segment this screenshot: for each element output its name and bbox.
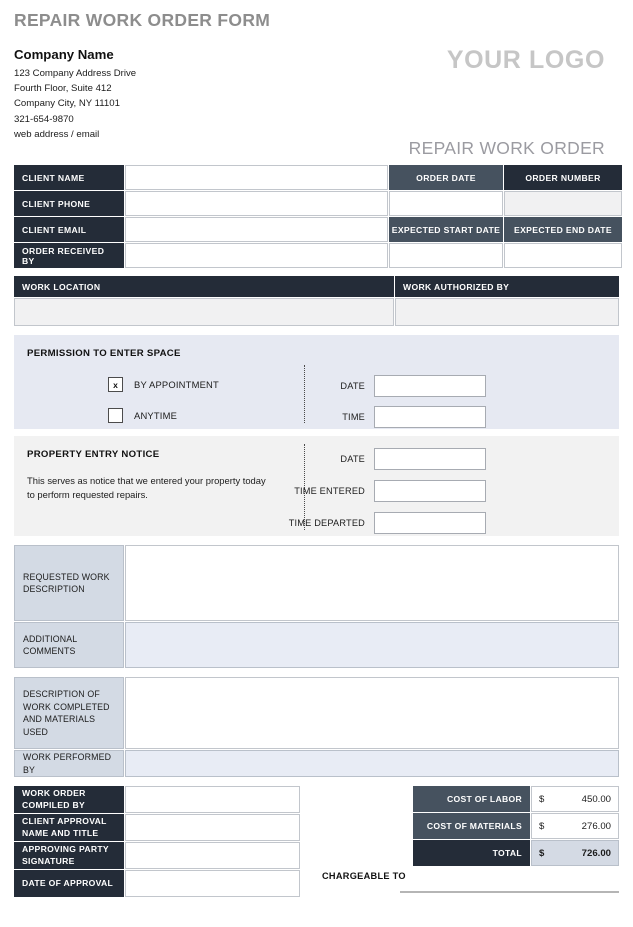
label-cost-of-materials: COST OF MATERIALS: [413, 813, 530, 839]
input-order-received-by[interactable]: [125, 243, 388, 268]
label-time-departed: TIME DEPARTED: [288, 518, 365, 528]
label-date-of-approval: DATE OF APPROVAL: [14, 870, 124, 897]
work-location-table: [14, 276, 619, 326]
input-permission-time[interactable]: [374, 406, 486, 428]
label-order-number: ORDER NUMBER: [504, 165, 622, 190]
client-details-table: [14, 165, 619, 268]
company-web-email: web address / email: [14, 128, 100, 140]
label-permission-time: TIME: [342, 412, 365, 422]
work-completed-table: [14, 677, 619, 777]
label-expected-start-date: EXPECTED START DATE: [389, 217, 503, 242]
input-client-email[interactable]: [125, 217, 388, 242]
value-cost-of-materials[interactable]: [531, 813, 619, 839]
company-address-line-2: Fourth Floor, Suite 412: [14, 83, 112, 95]
input-expected-end-date[interactable]: [504, 243, 622, 268]
input-order-number[interactable]: [504, 191, 622, 216]
label-cost-of-labor: COST OF LABOR: [413, 786, 530, 812]
company-name: Company Name: [14, 47, 114, 62]
label-requested-work-description: REQUESTED WORK DESCRIPTION: [14, 545, 124, 621]
label-by-appointment: BY APPOINTMENT: [134, 379, 219, 390]
input-requested-work-description[interactable]: [125, 545, 619, 621]
label-order-received-by: ORDER RECEIVED BY: [14, 243, 124, 268]
logo-placeholder: YOUR LOGO: [446, 46, 605, 74]
permission-title: PERMISSION TO ENTER SPACE: [27, 348, 181, 359]
company-phone: 321-654-9870: [14, 113, 74, 125]
requested-work-table: [14, 545, 619, 668]
approval-table: [14, 786, 300, 897]
permission-date-row: [278, 375, 486, 397]
chargeable-to-signature-line[interactable]: [400, 891, 619, 893]
company-address-line-1: 123 Company Address Drive: [14, 68, 137, 79]
page-title: REPAIR WORK ORDER FORM: [14, 10, 271, 30]
input-approving-party-signature[interactable]: [125, 842, 300, 869]
label-time-entered: TIME ENTERED: [294, 486, 365, 496]
permission-option-anytime[interactable]: [108, 408, 177, 423]
input-expected-start-date[interactable]: [389, 243, 503, 268]
notice-body-text: This serves as notice that we entered your property today to perform requested repairs.: [27, 475, 266, 500]
checkbox-by-appointment[interactable]: x: [108, 377, 123, 392]
label-client-phone: CLIENT PHONE: [14, 191, 124, 216]
label-order-date: ORDER DATE: [389, 165, 503, 190]
notice-time-departed-row: [278, 512, 486, 534]
permission-to-enter-panel: [14, 335, 619, 429]
costs-table: [413, 786, 619, 866]
label-client-approval-name-and-title: CLIENT APPROVAL NAME AND TITLE: [14, 814, 124, 841]
input-permission-date[interactable]: [374, 375, 486, 397]
label-work-performed-by: WORK PERFORMED BY: [14, 750, 124, 777]
input-work-completed[interactable]: [125, 677, 619, 749]
input-additional-comments[interactable]: [125, 622, 619, 668]
input-work-authorized-by[interactable]: [395, 298, 619, 326]
label-chargeable-to: CHARGEABLE TO: [322, 871, 406, 881]
input-work-performed-by[interactable]: [125, 750, 619, 777]
input-order-date[interactable]: [389, 191, 503, 216]
notice-time-entered-row: [278, 480, 486, 502]
currency-symbol-labor: $: [539, 793, 545, 805]
input-client-name[interactable]: [125, 165, 388, 190]
label-anytime: ANYTIME: [134, 410, 178, 421]
permission-option-by-appointment[interactable]: [108, 377, 219, 392]
label-work-location: WORK LOCATION: [14, 276, 394, 297]
property-entry-notice-panel: [14, 436, 619, 536]
amount-total: 726.00: [581, 847, 611, 859]
label-notice-date: DATE: [340, 454, 365, 464]
input-client-phone[interactable]: [125, 191, 388, 216]
input-time-departed[interactable]: [374, 512, 486, 534]
label-total: TOTAL: [413, 840, 530, 866]
company-address-line-3: Company City, NY 11101: [14, 98, 120, 110]
input-time-entered[interactable]: [374, 480, 486, 502]
input-date-of-approval[interactable]: [125, 870, 300, 897]
currency-symbol-materials: $: [539, 820, 545, 832]
input-client-approval-name-and-title[interactable]: [125, 814, 300, 841]
input-work-location[interactable]: [14, 298, 394, 326]
amount-cost-of-materials: 276.00: [581, 820, 611, 832]
amount-cost-of-labor: 450.00: [581, 793, 611, 805]
label-work-completed: DESCRIPTION OF WORK COMPLETED AND MATERIALS USED: [14, 677, 124, 749]
input-notice-date[interactable]: [374, 448, 486, 470]
label-work-authorized-by: WORK AUTHORIZED BY: [395, 276, 619, 297]
form-header: [14, 0, 619, 165]
value-cost-of-labor[interactable]: [531, 786, 619, 812]
label-work-order-compiled-by: WORK ORDER COMPILED BY: [14, 786, 124, 813]
label-expected-end-date: EXPECTED END DATE: [504, 217, 622, 242]
input-work-order-compiled-by[interactable]: [125, 786, 300, 813]
approval-and-costs-section: [14, 786, 619, 896]
label-client-email: CLIENT EMAIL: [14, 217, 124, 242]
notice-title: PROPERTY ENTRY NOTICE: [27, 449, 160, 460]
currency-symbol-total: $: [539, 847, 545, 859]
label-client-name: CLIENT NAME: [14, 165, 124, 190]
label-approving-party-signature: APPROVING PARTY SIGNATURE: [14, 842, 124, 869]
notice-date-row: [278, 448, 486, 470]
value-total: [531, 840, 619, 866]
checkbox-anytime[interactable]: [108, 408, 123, 423]
permission-time-row: [278, 406, 486, 428]
label-permission-date: DATE: [340, 381, 365, 391]
label-additional-comments: ADDITIONAL COMMENTS: [14, 622, 124, 668]
document-subtitle: REPAIR WORK ORDER: [408, 138, 605, 158]
